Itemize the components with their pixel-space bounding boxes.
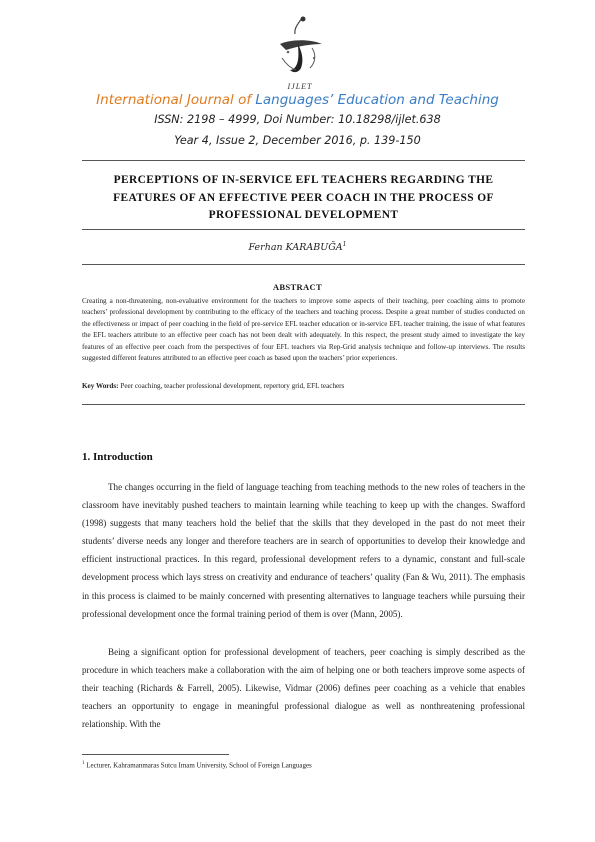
section-heading-introduction: 1. Introduction	[82, 451, 153, 463]
logo-emblem-icon	[268, 14, 332, 82]
footnote	[82, 761, 312, 769]
footnote-divider	[82, 754, 229, 755]
header-divider	[82, 160, 525, 161]
journal-name-part2: Languages’ Education and Teaching	[255, 92, 499, 108]
body-paragraph-1	[82, 478, 525, 623]
paragraph-1-text: The changes occurring in the field of language teaching from teaching methods to the new roles of teachers in the classroom have inevitably pushed teachers to maintain learning while teaching to keep up with the changes. Swafford (1998) suggests that many teachers hold the belief that the skills that they developed in the past do not meet their students’ diverse needs any longer and therefore teachers are in search of opportunities to develop their knowledge and efficient instructional practices. In this regard, professional development refers to a dynamic, constant and full-scale development process which lays stress on creativity and endurance of teachers’ quality (Fan & Wu, 2011). The emphasis in this process is claimed to be mainly concerned with presenting alternatives to language teachers while pursuing their professional development once the formal training period of them is over (Mann, 2005).	[82, 482, 525, 619]
issue-line: Year 4, Issue 2, December 2016, p. 139-150	[174, 134, 421, 147]
issn-line: ISSN: 2198 – 4999, Doi Number: 10.18298/ijlet.638	[154, 113, 441, 126]
author-text: Ferhan KARABUĞA	[248, 242, 343, 254]
keywords-label: Key Words:	[82, 382, 119, 390]
keywords	[82, 382, 525, 390]
logo-text: IJLET	[287, 82, 313, 91]
title-divider	[82, 229, 525, 230]
body-paragraph-2	[82, 643, 525, 733]
footnote-number: 1	[82, 761, 85, 766]
keywords-text: Peer coaching, teacher professional development, repertory grid, EFL teachers	[118, 382, 345, 390]
footnote-text: Lecturer, Kahramanmaras Sutcu Imam University, School of Foreign Languages	[84, 761, 312, 770]
article-title: PERCEPTIONS OF IN-SERVICE EFL TEACHERS REGARDING THE FEATURES OF AN EFFECTIVE PEER COACH IN THE PROCESS OF PROFESSIONAL DEVELOPMENT	[113, 174, 494, 221]
journal-name	[0, 92, 595, 108]
abstract-divider	[82, 404, 525, 405]
abstract-heading: ABSTRACT	[272, 282, 323, 292]
abstract-body: Creating a non-threatening, non-evaluative environment for the teachers to improve some aspects of their teaching, peer coaching aims to promote teachers’ professional development by contributing to the efficacy of the teachers and teaching process. Despite a great number of studies conducted on the effectiveness or impact of peer coaching in the field of pre-service EFL teacher education or in-service EFL teacher training, the issue of what features the EFL teachers attribute to an effective peer coach has not been dealt with adequately. In this respect, the present study aimed to investigate the key features of an effective peer coach from the perspectives of four EFL teachers via Rep-Grid analysis technique and follow-up interviews. The results suggested different features attributed to an effective peer coach as based upon the teachers’ prior experiences.	[82, 297, 525, 363]
paragraph-2-text: Being a significant option for professional development of teachers, peer coaching is simply described as the procedure in which teachers make a collaboration with the aim of helping one or both teachers improve some aspects of their teaching (Richards & Farrell, 2005). Likewise, Vidmar (2006) defines peer coaching as a vehicle that enables teachers an opportunity to engage in meaningful professional dialogue as well as nonthreatening professional relationship. With the	[82, 647, 525, 730]
author-divider	[82, 264, 525, 265]
author-name	[0, 241, 595, 253]
author-footnote-marker: 1	[342, 241, 347, 248]
journal-name-part1: International Journal of	[96, 92, 256, 108]
journal-logo	[268, 14, 332, 91]
